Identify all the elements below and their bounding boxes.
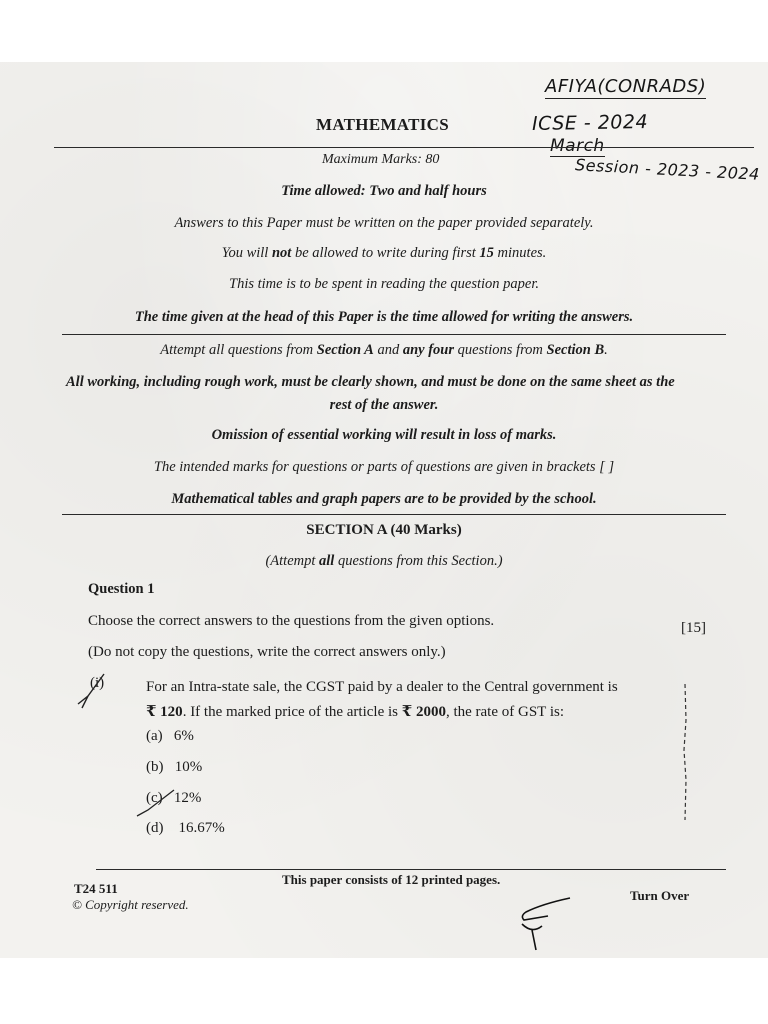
instruction-time-head: The time given at the head of this Paper is the time allowed for writing the answers. xyxy=(134,309,634,325)
handwritten-session: Session - 2023 - 2024 xyxy=(574,155,761,184)
instruction-working-line2: rest of the answer. xyxy=(329,397,439,413)
header-rule xyxy=(54,147,754,148)
option-a xyxy=(146,728,194,745)
option-d-label: (d) xyxy=(146,820,164,836)
option-d xyxy=(146,820,225,837)
part-question-line1: For an Intra-state sale, the CGST paid by a dealer to the Central government is xyxy=(146,679,618,695)
max-marks: Maximum Marks: 80 xyxy=(322,152,440,167)
handwritten-name: AFIYA(CONRADS) xyxy=(545,76,707,97)
instructions-rule xyxy=(62,334,726,335)
time-allowed: Time allowed: Two and half hours xyxy=(281,183,487,199)
option-c-label: (c) xyxy=(146,790,163,806)
instruction-no-writing: You will not be allowed to write during first 15 minutes. xyxy=(221,245,547,261)
subject-title: MATHEMATICS xyxy=(316,115,450,134)
section-rule xyxy=(62,514,726,515)
option-b xyxy=(146,759,202,776)
instruction-working-line1: All working, including rough work, must be clearly shown, and must be done on the same sheet as the xyxy=(66,374,675,390)
handwritten-exam: ICSE - 2024 xyxy=(531,110,649,136)
option-d-value: 16.67% xyxy=(178,820,225,836)
option-b-label: (b) xyxy=(146,759,164,775)
instruction-omission: Omission of essential working will result in loss of marks. xyxy=(211,427,557,443)
tick-mark-option-c xyxy=(134,786,180,820)
turn-over: Turn Over xyxy=(630,888,690,903)
signature-scribble xyxy=(512,890,582,956)
instruction-tables: Mathematical tables and graph papers are to be provided by the school. xyxy=(171,491,597,507)
question-instruction: Choose the correct answers to the questions from the given options. xyxy=(88,613,495,629)
option-b-value: 10% xyxy=(174,759,203,775)
pages-note: This paper consists of 12 printed pages. xyxy=(282,872,501,887)
question-note: (Do not copy the questions, write the correct answers only.) xyxy=(88,644,446,660)
option-a-label: (a) xyxy=(146,728,163,744)
part-question-line2: ₹ 120. If the marked price of the article is ₹ 2000, the rate of GST is: xyxy=(146,704,564,720)
footer-rule xyxy=(96,869,726,870)
instruction-marks-brackets: The intended marks for questions or parts of questions are given in brackets [ ] xyxy=(153,459,615,475)
question-marks: [15] xyxy=(681,620,706,636)
option-a-value: 6% xyxy=(173,728,194,744)
part-label: (i) xyxy=(90,675,105,691)
instruction-reading-time: This time is to be spent in reading the question paper. xyxy=(229,276,539,292)
instruction-separate-paper: Answers to this Paper must be written on the paper provided separately. xyxy=(174,215,594,231)
tick-mark-part-i xyxy=(74,668,120,710)
option-c-value: 12% xyxy=(173,790,202,806)
section-a-subtitle: (Attempt all questions from this Section.) xyxy=(265,553,503,569)
paper-code: T24 511 xyxy=(74,881,118,896)
copyright: © Copyright reserved. xyxy=(72,897,189,912)
margin-pen-mark xyxy=(676,680,696,830)
handwritten-month: March xyxy=(550,136,605,156)
instruction-attempt: Attempt all questions from Section A and any four questions from Section B. xyxy=(160,342,608,358)
question-heading: Question 1 xyxy=(88,581,155,597)
section-a-title: SECTION A (40 Marks) xyxy=(306,522,462,538)
